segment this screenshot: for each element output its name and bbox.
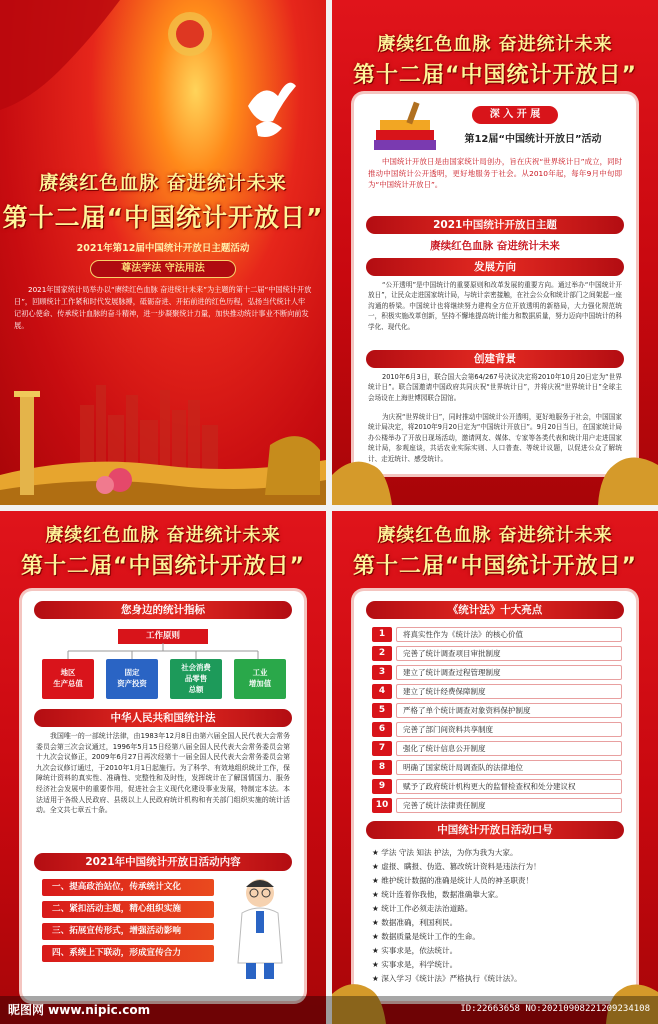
indicator-box-industry: 工业 增加值 <box>234 659 286 699</box>
activity-item: 一、提高政治站位，传承统计文化 <box>42 879 214 896</box>
highlight-number: 5 <box>372 703 392 718</box>
background-heading: 创建背景 <box>366 350 624 368</box>
law-heading: 中华人民共和国统计法 <box>34 709 292 727</box>
highlight-number: 7 <box>372 741 392 756</box>
highlight-number: 2 <box>372 646 392 661</box>
indicator-box-retail: 社会消费 品零售 总额 <box>170 659 222 699</box>
highlight-row <box>372 703 622 718</box>
content-card <box>22 591 304 1001</box>
slogan-line: ★ 实事求是，科学统计。 <box>372 960 458 969</box>
slogans-heading: 中国统计开放日活动口号 <box>366 821 624 839</box>
highlight-number: 6 <box>372 722 392 737</box>
slogan-line: ★ 虚报、瞒报、伪造、篡改统计资料是违法行为！ <box>372 862 541 871</box>
highlight-number: 9 <box>372 779 392 794</box>
poster-law-highlights <box>332 511 658 1024</box>
highlight-row <box>372 684 622 699</box>
highlight-row <box>372 798 622 813</box>
highlight-text: 完善了统计法律责任制度 <box>396 798 622 813</box>
lion-statue-decoration <box>332 435 658 505</box>
content-card <box>354 94 636 474</box>
event-title: 第12届“中国统计开放日”活动 <box>464 134 602 145</box>
doctor-cartoon <box>228 873 292 981</box>
deep-tag: 深 入 开 展 <box>472 106 558 124</box>
highlight-text: 完善了统计调查项目审批制度 <box>396 646 622 661</box>
indicator-box-investment: 固定 资产投资 <box>106 659 158 699</box>
slogan-line: ★ 实事求是，依法统计。 <box>372 946 458 955</box>
highlight-number: 1 <box>372 627 392 642</box>
city-skyline-illustration <box>0 365 326 505</box>
highlight-text: 严格了单个统计调查对象资料保护制度 <box>396 703 622 718</box>
highlight-row <box>372 779 622 794</box>
highlight-number: 8 <box>372 760 392 775</box>
highlight-text: 强化了统计信息公开制度 <box>396 741 622 756</box>
poster-statistics-law <box>0 511 326 1024</box>
background-text-1: 2010年6月3日，联合国大会第64/267号决议决定将2010年10月20日定为“世界统计日”。联合国邀请中国政府共同庆祝“世界统计日”，并将庆祝“世界统计日”全球主会场设在上海世博园联合国馆。 <box>368 373 622 402</box>
subtitle: 2021年第12届中国统计开放日主题活动 <box>76 243 250 254</box>
dove-icon <box>238 66 298 146</box>
principle-label: 工作原则 <box>118 629 208 644</box>
theme-heading: 2021中国统计开放日主题 <box>366 216 624 234</box>
indicators-heading: 您身边的统计指标 <box>34 601 292 619</box>
slogan-heading: 赓续红色血脉 奋进统计未来 <box>45 525 281 546</box>
highlight-row <box>372 741 622 756</box>
highlight-text: 将真实性作为《统计法》的核心价值 <box>396 627 622 642</box>
indicator-box-gdp: 地区 生产总值 <box>42 659 94 699</box>
highlight-row <box>372 646 622 661</box>
highlight-number: 10 <box>372 798 392 813</box>
poster-title: 第十二届“中国统计开放日” <box>2 203 324 232</box>
highlight-number: 3 <box>372 665 392 680</box>
intro-paragraph: 2021年国家统计局举办以“赓续红色血脉 奋进统计未来”为主题的第十二届“中国统计开放日”，回顾统计工作紧和时代发展脉搏，砥砺奋进、开拓前进的红色历程，弘扬当代统计人牢记初心使命、传承统计血脉的奋斗精神，进一步凝聚统计力量，加快推动统计事业不断向前发展。 <box>14 285 312 330</box>
slogan-heading: 赓续红色血脉 奋进统计未来 <box>377 525 613 546</box>
slogan-line: ★ 维护统计数据的准确是统计人员的神圣职责！ <box>372 876 534 885</box>
highlight-text: 赋予了政府统计机构更大的监督检查权和处分建议权 <box>396 779 622 794</box>
direction-heading: 发展方向 <box>366 258 624 276</box>
highlight-text: 建立了统计调查过程管理制度 <box>396 665 622 680</box>
activity-item: 三、拓展宣传形式，增强活动影响 <box>42 923 214 940</box>
watermark-bar <box>0 996 658 1024</box>
highlight-row <box>372 665 622 680</box>
highlights-heading: 《统计法》十大亮点 <box>366 601 624 619</box>
highlight-row <box>372 627 622 642</box>
slogan-heading: 赓续红色血脉 奋进统计未来 <box>377 34 613 55</box>
poster-cover <box>0 0 326 505</box>
watermark-id: ID:22663658 NO:20210908221209234108 <box>460 1004 650 1014</box>
poster-title: 第十二届“中国统计开放日” <box>21 554 305 579</box>
slogan-line: ★ 数据准确，利国利民。 <box>372 918 458 927</box>
slogan-line: ★ 学法 守法 知法 护法，为你为我为大家。 <box>372 848 518 857</box>
slogan-line: ★ 统计连着你我他，数据准确靠大家。 <box>372 890 503 899</box>
highlight-number: 4 <box>372 684 392 699</box>
activity-item: 二、紧扣活动主题，精心组织实施 <box>42 901 214 918</box>
activity-item: 四、系统上下联动，形成宣传合力 <box>42 945 214 962</box>
slogan-line: ★ 统计工作必须走法治道路。 <box>372 904 473 913</box>
theme-text: 赓续红色血脉 奋进统计未来 <box>430 240 560 252</box>
slogan-line: ★ 深入学习《统计法》严格执行《统计法》。 <box>372 974 522 983</box>
org-connector-lines <box>22 643 304 659</box>
highlight-text: 完善了部门间资料共享制度 <box>396 722 622 737</box>
activities-heading: 2021年中国统计开放日活动内容 <box>34 853 292 871</box>
highlight-row <box>372 722 622 737</box>
watermark-site: 昵图网 www.nipic.com <box>8 1003 151 1017</box>
slogan-heading: 赓续红色血脉 奋进统计未来 <box>39 172 287 194</box>
content-card <box>354 591 636 1001</box>
poster-title: 第十二届“中国统计开放日” <box>353 63 637 88</box>
books-icon <box>370 100 440 155</box>
law-tag: 尊法学法 守法用法 <box>90 260 236 278</box>
poster-open-day <box>332 0 658 505</box>
highlight-text: 明确了国家统计局调查队的法律地位 <box>396 760 622 775</box>
highlight-row <box>372 760 622 775</box>
slogan-line: ★ 数据质量是统计工作的生命。 <box>372 932 480 941</box>
direction-text: “公开透明”是中国统计的重要原则和改革发展的重要方向。通过举办“中国统计开放日”，让民众走进国家统计局，与统计亲密接触，在社会公众和统计部门之间架起一座沟通的桥梁。中国统计也将继续努力建构全方位开放透明的新格局，大力强化规范统一，积极实施改革创新，坚持不懈地提高统计能力和数据质量，努力迈向中国统计的科学化、现代化。 <box>368 281 622 331</box>
highlight-text: 建立了统计经费保障制度 <box>396 684 622 699</box>
law-text: 我国唯一的一部统计法律，由1983年12月8日由第六届全国人民代表大会常务委员会第三次会议通过，1996年5月15日经第八届全国人民代表大会常务委员会第十九次会议修正，2009年6月27日再次经第十一届全国人民代表大会常务委员会第九次会议修订通过，于2010年1月1日起施行。为了科学、有效地组织统计工作，保障统计资料的真实性、准确性、完整性和及时性，发挥统计在了解国情国力、服务经济社会发展中的重要作用，促进社会主义现代化建设事业发展，特制定本法。本法适用于各级人民政府、县级以上人民政府统计机构和有关部门组织实施的统计活动。全文共七章五十条。 <box>36 732 290 815</box>
poster-title: 第十二届“中国统计开放日” <box>353 554 637 579</box>
intro-text: 中国统计开放日是由国家统计局创办，旨在庆祝“世界统计日”成立，同时推动中国统计公开透明，更好地服务于社会。从2010年起，每年9月中旬即为“中国统计开放日”。 <box>368 157 622 190</box>
background-text-2: 为庆祝“世界统计日”，同时推动中国统计公开透明，更好地服务于社会，中国国家统计局决定，将2010年9月20日定为“中国统计开放日”。9月20日当日，在国家统计局办公楼举办了开放日现场活动，邀请网友、媒体、专家等各类代表和统计用户走进国家统计局，参观座谈，共话农业实际实则、人口普查、等统计议题，以促进公众了解统计、走近统计、感受统计。 <box>368 413 622 463</box>
